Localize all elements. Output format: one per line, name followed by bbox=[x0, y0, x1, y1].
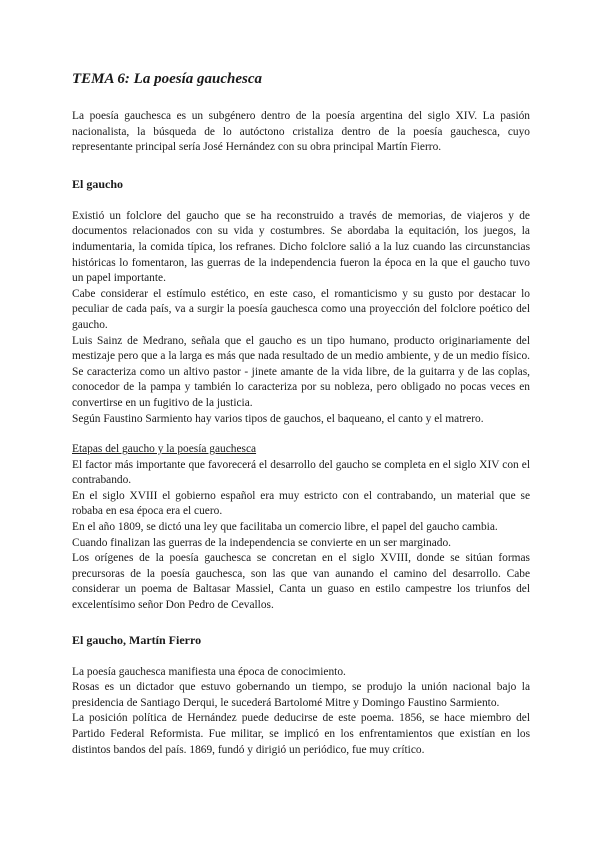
paragraph: Cabe considerar el estímulo estético, en este caso, el romanticismo y su gusto por destacar lo peculiar de cada país, va a surgir la poesía gauchesca como una proyección del folclore poético del gaucho. bbox=[72, 287, 530, 331]
sub-heading-etapas: Etapas del gaucho y la poesía gauchesca bbox=[72, 443, 257, 456]
paragraph: El factor más importante que favorecerá el desarrollo del gaucho se completa en el siglo XIV con el contrabando. bbox=[72, 458, 530, 487]
paragraph: Los orígenes de la poesía gauchesca se concretan en el siglo XVIII, donde se sitúan formas precursoras de la poesía gauchesca, son las que van aunando el camino del desarrollo. Cabe considerar un poema de Baltasar Massiel, Canta un guaso en estilo campestre los triunfos del excelentísimo señor Don Pedro de Cevallos. bbox=[72, 552, 530, 612]
paragraph: La poesía gauchesca manifiesta una época de conocimiento. bbox=[72, 665, 346, 678]
section-heading-martin-fierro: El gaucho, Martín Fierro bbox=[72, 632, 202, 647]
paragraph: Existió un folclore del gaucho que se ha reconstruido a través de memorias, de viajeros y de documentos relacionados con su vida y costumbres. Se abordaba la equitación, los juegos, la indumentaria, la comida típica, los refranes. Dicho folclore salió a la luz cuando las circunstancias históricas lo fomentaron, las guerras de la independencia fueron la época en la que el gaucho tuvo un papel importante. bbox=[72, 209, 530, 285]
paragraph: En el siglo XVIII el gobierno español era muy estricto con el contrabando, un material que se robaba en esa época era el cuero. bbox=[72, 489, 530, 518]
section-etapas bbox=[72, 442, 530, 614]
paragraph: En el año 1809, se dictó una ley que facilitaba un comercio libre, el papel del gaucho cambia. bbox=[72, 521, 498, 534]
section-el-gaucho bbox=[72, 209, 530, 427]
document-title: TEMA 6: La poesía gauchesca bbox=[72, 71, 262, 87]
section-martin-fierro bbox=[72, 665, 530, 759]
paragraph: Cuando finalizan las guerras de la independencia se convierte en un ser marginado. bbox=[72, 536, 452, 549]
paragraph: Rosas es un dictador que estuvo gobernando un tiempo, se produjo la unión nacional bajo la presidencia de Santiago Derqui, le sucederá Bartolomé Mitre y Domingo Faustino Sarmiento. bbox=[72, 681, 530, 709]
paragraph: Según Faustino Sarmiento hay varios tipos de gauchos, el baqueano, el canto y el matrero. bbox=[72, 412, 484, 425]
intro-paragraph: La poesía gauchesca es un subgénero dentro de la poesía argentina del siglo XIV. La pasión nacionalista, la búsqueda de lo autóctono cristaliza dentro de la poesía gauchesca, cuyo representante principal sería José Hernández con su obra principal Martín Fierro. bbox=[72, 110, 530, 154]
paragraph: La posición política de Hernández puede deducirse de este poema. 1856, se hace miembro del Partido Federal Reformista. Fue militar, se implicó en los enfrentamientos que existían en los distintos bandos del país. 1869, fundó y dirigió un periódico, fue muy crítico. bbox=[72, 712, 530, 756]
section-heading-el-gaucho: El gaucho bbox=[72, 176, 124, 191]
paragraph: Luis Sainz de Medrano, señala que el gaucho es un tipo humano, producto originariamente del mestizaje pero que a la larga es más que nada resultado de un medio ambiente, y de un medio físico. Se caracteriza como un altivo pastor - jinete amante de la vida libre, de la guitarra y de las coplas, conocedor de la pampa y también lo caracteriza por su nobleza, pero obligado no pocas veces en convertirse en un fugitivo de la justicia. bbox=[72, 334, 530, 409]
